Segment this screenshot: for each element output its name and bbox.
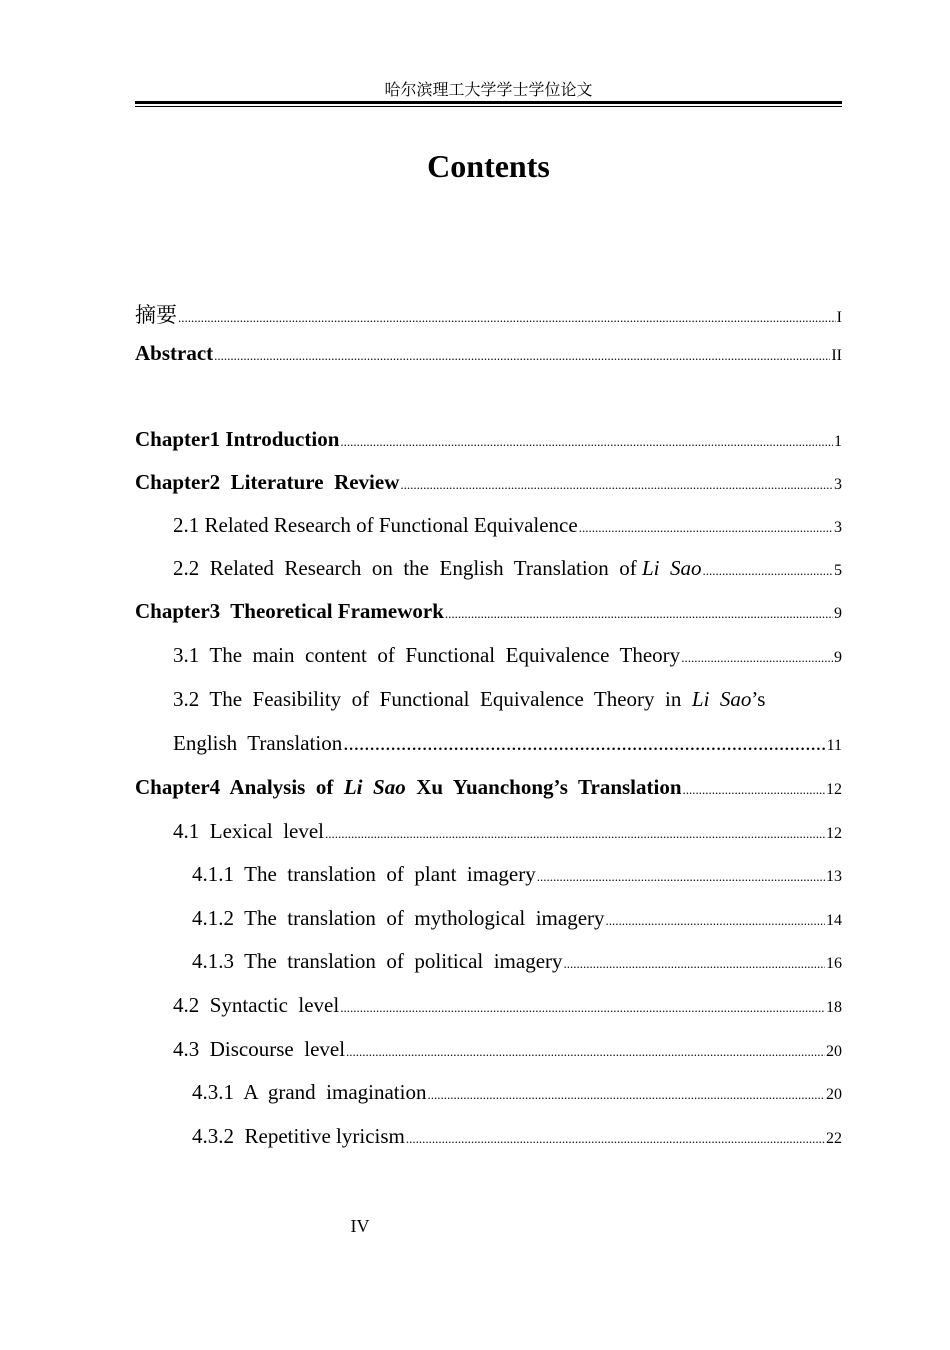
toc-entry-label: 4.2 Syntactic level xyxy=(173,993,340,1017)
toc-entry-section-2-2[interactable] xyxy=(173,556,842,586)
toc-entry-label: Chapter3 Theoretical Framework xyxy=(135,599,444,623)
toc-entry-abstract-en[interactable] xyxy=(135,341,842,371)
toc-entry-section-3-2-line2[interactable] xyxy=(173,731,842,761)
toc-entry-page: 12 xyxy=(826,825,842,842)
toc-entry-chapter3[interactable] xyxy=(135,599,842,629)
toc-entry-label: 2.1 Related Research of Functional Equivalence xyxy=(173,513,578,537)
toc-entry-page: 9 xyxy=(834,649,842,666)
page-title: Contents xyxy=(427,148,550,184)
toc-entry-page: 22 xyxy=(826,1130,842,1147)
dot-leader xyxy=(683,782,825,798)
dot-leader xyxy=(343,731,825,756)
toc-entry-page: 9 xyxy=(834,605,842,622)
dot-leader xyxy=(214,348,830,364)
dot-leader xyxy=(579,520,833,536)
dot-leader xyxy=(346,1044,825,1060)
dot-leader xyxy=(178,310,836,326)
toc-entry-page: 13 xyxy=(826,868,842,885)
toc-entry-page: 5 xyxy=(834,562,842,579)
toc-entry-page: 3 xyxy=(834,519,842,536)
toc-entry-chapter1[interactable] xyxy=(135,427,842,457)
toc-entry-page: 14 xyxy=(826,912,842,929)
toc-entry-label: English Translation xyxy=(173,731,343,755)
dot-leader xyxy=(606,913,825,929)
toc-entry-label-text: 3.2 The Feasibility of Functional Equivalence Theory in xyxy=(173,687,692,711)
toc-entry-label-text: 2.2 Related Research on the English Translation of xyxy=(173,556,642,580)
dot-leader xyxy=(564,956,825,972)
toc-entry-page: 12 xyxy=(826,781,842,798)
toc-entry-section-3-1[interactable] xyxy=(173,643,842,673)
toc-entry-label: 摘要 xyxy=(135,303,177,327)
dot-leader xyxy=(427,1087,825,1103)
toc-entry-label: 3.1 The main content of Functional Equivalence Theory xyxy=(173,643,681,667)
toc-entry-page: 16 xyxy=(826,955,842,972)
dot-leader xyxy=(340,434,833,450)
toc-entry-label: 4.3.1 A grand imagination xyxy=(192,1080,427,1104)
toc-entry-label-italic: Li Sao xyxy=(641,556,702,580)
toc-entry-section-4-1-3[interactable] xyxy=(192,949,842,979)
toc-entry-label: 4.3.2 Repetitive lyricism xyxy=(192,1124,405,1148)
toc-entry-section-4-1-2[interactable] xyxy=(192,906,842,936)
toc-entry-section-3-2-line1[interactable] xyxy=(173,687,842,717)
dot-leader xyxy=(702,563,833,579)
toc-entry-label: 4.1.1 The translation of plant imagery xyxy=(192,862,536,886)
toc-entry-page: 3 xyxy=(834,476,842,493)
toc-entry-label-text: Xu Yuanchong’s Translation xyxy=(405,775,682,799)
toc-entry-page: 20 xyxy=(826,1086,842,1103)
toc-entry-page: 1 xyxy=(834,433,842,450)
toc-entry-page: 20 xyxy=(826,1043,842,1060)
toc-entry-label: Chapter2 Literature Review xyxy=(135,470,400,494)
dot-leader xyxy=(537,869,825,885)
toc-entry-label: 4.1.3 The translation of political imagery xyxy=(192,949,563,973)
toc-entry-section-4-3-1[interactable] xyxy=(192,1080,842,1110)
toc-entry-section-4-3[interactable] xyxy=(173,1037,842,1067)
toc-entry-label: 4.1.2 The translation of mythological imagery xyxy=(192,906,605,930)
toc-entry-page: I xyxy=(836,309,842,326)
toc-entry-label: 4.1 Lexical level xyxy=(173,819,325,843)
toc-entry-label-text: ’s xyxy=(751,687,766,711)
toc-entry-page: 11 xyxy=(826,737,842,754)
toc-entry-label xyxy=(173,556,701,581)
toc-entry-section-4-2[interactable] xyxy=(173,993,842,1023)
toc-entry-label-text: Chapter4 Analysis of xyxy=(135,775,344,799)
dot-leader xyxy=(445,606,833,622)
toc-entry-section-4-1-1[interactable] xyxy=(192,862,842,892)
toc-entry-section-2-1[interactable] xyxy=(173,513,842,543)
header-rule-thick xyxy=(135,101,842,104)
toc-entry-chapter4[interactable] xyxy=(135,775,842,805)
toc-entry-label-italic: Li Sao xyxy=(691,687,752,711)
toc-entry-label: Chapter1 Introduction xyxy=(135,427,340,451)
toc-entry-page: 18 xyxy=(826,999,842,1016)
dot-leader xyxy=(681,650,833,666)
dot-leader xyxy=(325,826,825,842)
toc-entry-label xyxy=(135,775,682,800)
running-header: 哈尔滨理工大学学士学位论文 xyxy=(384,82,593,99)
toc-entry-section-4-3-2[interactable] xyxy=(192,1124,842,1154)
header-rule-thin xyxy=(135,106,842,107)
toc-entry-label: 4.3 Discourse level xyxy=(173,1037,346,1061)
toc-entry-abstract-cn[interactable] xyxy=(135,299,842,329)
dot-leader xyxy=(400,477,833,493)
toc-entry-chapter2[interactable] xyxy=(135,470,842,500)
dot-leader xyxy=(340,1000,825,1016)
toc-entry-page: II xyxy=(831,347,842,364)
toc-entry-label: Abstract xyxy=(135,341,214,365)
toc-entry-label-italic: Li Sao xyxy=(343,775,406,799)
dot-leader xyxy=(406,1131,825,1147)
toc-entry-section-4-1[interactable] xyxy=(173,819,842,849)
page-number: IV xyxy=(350,1216,370,1236)
